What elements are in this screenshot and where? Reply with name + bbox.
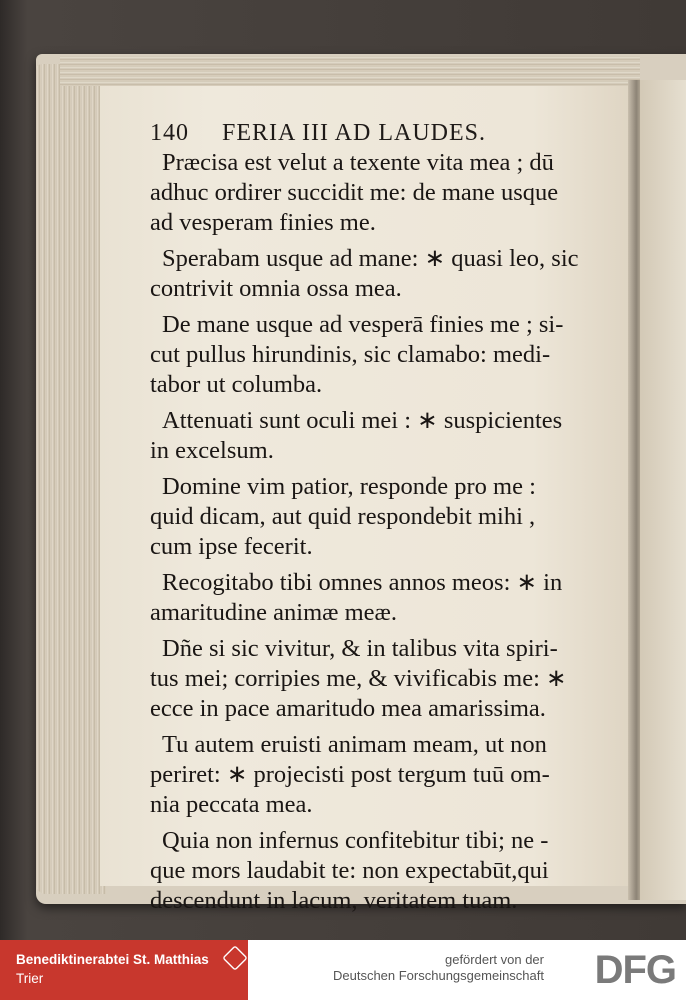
text-line: cum ipse fecerit. [150,533,313,560]
running-head: FERIA III AD LAUDES. [222,120,486,146]
text-line: Domine vim patior, responde pro me : [162,473,536,500]
page-header [150,120,620,147]
text-line: contrivit omnia ossa mea. [150,275,402,302]
text-line: Quia non infernus confitebitur tibi; ne - [162,827,549,854]
psalm-text [150,148,620,916]
funding-line-1: gefördert von der [444,952,544,967]
text-line: Tu autem eruisti animam meam, ut non [162,731,547,758]
text-line: De mane usque ad vesperā finies me ; si- [162,311,564,338]
text-line: tabor ut columba. [150,371,323,398]
text-line: adhuc ordirer succidit me: de mane usque [150,179,559,206]
text-line: ecce in pace amaritudo mea amarissima. [150,695,546,722]
text-line: tus mei; corripies me, & vivificabis me: ∗ [150,665,567,692]
text-line: Recogitabo tibi omnes annos meos: ∗ in [162,569,563,596]
text-line: Attenuati sunt oculi mei : ∗ suspicientes [162,407,563,434]
text-line: descendunt in lacum, veritatem tuam. [150,887,518,914]
text-line: cut pullus hirundinis, sic clamabo: medi- [150,341,551,368]
text-line: Sperabam usque ad mane: ∗ quasi leo, sic [162,245,579,272]
abbey-logo-icon [222,945,248,971]
text-line: periret: ∗ projecisti post tergum tuū om- [150,761,550,788]
footer-bar [0,940,686,1000]
text-line: que mors laudabit te: non expectabūt,qui [150,857,549,884]
text-line: nia peccata mea. [150,791,313,818]
funding-line-2: Deutschen Forschungsgemeinschaft [332,968,544,983]
text-line: amaritudine animæ meæ. [150,599,397,626]
text-line: quid dicam, aut quid respondebit mihi , [150,503,536,530]
text-line: Dñe si sic vivitur, & in talibus vita spiri- [162,635,558,662]
institution-banner[interactable] [0,940,248,1000]
page-edges-left [36,64,106,894]
funding-note [333,952,544,984]
institution-city: Trier [16,971,44,986]
facing-page-edge [640,80,686,900]
text-line: in excelsum. [150,437,274,464]
page-edges-top [60,56,640,86]
text-line: Præcisa est velut a texente vita mea ; dū [162,149,554,176]
text-line: ad vesperam finies me. [150,209,376,236]
page-number: 140 [150,120,189,146]
dfg-logo[interactable]: DFG [594,948,676,992]
institution-name: Benediktinerabtei St. Matthias [16,952,209,967]
